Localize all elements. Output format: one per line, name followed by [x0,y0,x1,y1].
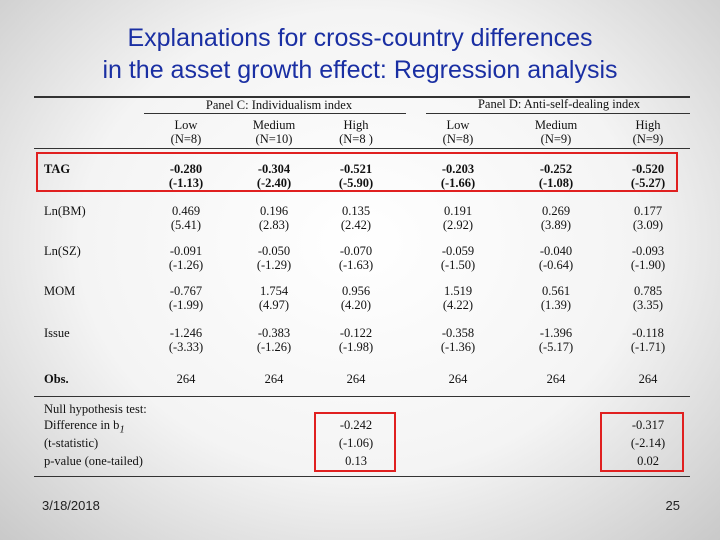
coefficient-cell: 0.956 [341,284,371,298]
row-label: Ln(BM) [44,204,86,218]
regression-table [34,96,690,482]
coefficient-cell: -0.070 [339,244,373,258]
coefficient-cell: -0.252 [539,162,573,176]
t-statistic-cell: (-1.29) [256,258,292,272]
column-header-n: (N=9) [632,132,664,146]
table-bottom-rule [34,476,690,477]
t-statistic-cell: (-1.08) [538,176,574,190]
obs-cell: 264 [448,372,468,386]
coefficient-cell: -0.059 [441,244,475,258]
coefficient-cell: -0.118 [632,326,664,340]
t-statistic-cell: (-1.50) [440,258,476,272]
coefficient-cell: -0.050 [257,244,291,258]
pval-label: p-value (one-tailed) [44,454,143,468]
coefficient-cell: 0.135 [341,204,371,218]
coefficient-cell: -0.203 [441,162,475,176]
title-line-2: in the asset growth effect: Regression analysis [102,56,618,84]
t-statistic-cell: (-5.17) [538,340,574,354]
coefficient-cell: -0.091 [169,244,203,258]
column-header-n: (N=10) [255,132,293,146]
t-statistic-cell: (5.41) [170,218,202,232]
column-header-label: Low [446,118,470,132]
panel-c-rule [144,113,406,114]
t-statistic-cell: (-1.63) [338,258,374,272]
diff-label [44,418,125,436]
column-header-label: High [635,118,661,132]
title-line-1: Explanations for cross-country differences [127,24,593,52]
diff-label-text: Difference in b [44,418,120,432]
obs-label: Obs. [44,372,69,386]
coefficient-cell: -0.093 [631,244,665,258]
footer-date: 3/18/2018 [42,498,100,513]
tag-row-highlight [36,152,678,192]
panel-d-title: Panel D: Anti-self-dealing index [477,97,641,111]
coefficient-cell: -1.396 [539,326,573,340]
diff-label-sub: 1 [119,424,125,436]
panel-d-rule [426,113,690,114]
panel-c-test-highlight [314,412,396,472]
coefficient-cell: -0.767 [169,284,203,298]
coefficient-cell: 1.754 [259,284,289,298]
t-statistic-cell: (-1.98) [338,340,374,354]
slide-title [0,22,720,86]
column-header-label: High [343,118,369,132]
t-statistic-cell: (2.92) [442,218,474,232]
coefficient-cell: -0.520 [631,162,665,176]
panel-d-diff: -0.317 [631,418,665,432]
t-statistic-cell: (1.39) [540,298,572,312]
t-statistic-cell: (-1.13) [168,176,204,190]
column-header-n: (N=8 ) [339,132,373,146]
row-label: MOM [44,284,76,298]
t-statistic-cell: (4.97) [258,298,290,312]
header-rule [34,148,690,149]
t-statistic-cell: (-5.90) [338,176,374,190]
coefficient-cell: 1.519 [443,284,473,298]
coefficient-cell: -0.521 [339,162,373,176]
panel-d-tstat: (-2.14) [630,436,666,450]
obs-rule [34,396,690,397]
t-statistic-cell: (-1.90) [630,258,666,272]
coefficient-cell: -0.040 [539,244,573,258]
panel-c-pval: 0.13 [345,454,367,468]
coefficient-cell: 0.177 [633,204,663,218]
t-statistic-cell: (-1.26) [168,258,204,272]
panel-d-pval: 0.02 [637,454,659,468]
obs-cell: 264 [546,372,566,386]
t-statistic-cell: (-3.33) [168,340,204,354]
column-header-n: (N=8) [442,132,474,146]
t-statistic-cell: (-1.99) [168,298,204,312]
panel-c-title: Panel C: Individualism index [205,98,353,112]
column-header-label: Medium [534,118,578,132]
coefficient-cell: 0.561 [541,284,571,298]
obs-cell: 264 [638,372,658,386]
obs-cell: 264 [264,372,284,386]
t-statistic-cell: (-0.64) [538,258,574,272]
column-header-label: Medium [252,118,296,132]
row-label: Issue [44,326,70,340]
t-statistic-cell: (-1.36) [440,340,476,354]
t-statistic-cell: (-1.26) [256,340,292,354]
coefficient-cell: 0.191 [443,204,473,218]
coefficient-cell: -0.383 [257,326,291,340]
panel-c-tstat: (-1.06) [338,436,374,450]
panel-d-test-highlight [600,412,684,472]
coefficient-cell: -0.122 [339,326,373,340]
t-statistic-cell: (-5.27) [630,176,666,190]
t-statistic-cell: (-2.40) [256,176,292,190]
t-statistic-cell: (3.09) [632,218,664,232]
column-header-label: Low [174,118,198,132]
t-statistic-cell: (2.42) [340,218,372,232]
t-statistic-cell: (3.35) [632,298,664,312]
t-statistic-cell: (-1.71) [630,340,666,354]
obs-cell: 264 [176,372,196,386]
t-statistic-cell: (4.22) [442,298,474,312]
coefficient-cell: 0.269 [541,204,571,218]
t-statistic-cell: (-1.66) [440,176,476,190]
coefficient-cell: -1.246 [169,326,203,340]
coefficient-cell: -0.358 [441,326,475,340]
footer-page-number: 25 [665,498,680,513]
column-header-n: (N=8) [170,132,202,146]
obs-cell: 264 [346,372,366,386]
tstat-label: (t-statistic) [44,436,99,450]
coefficient-cell: 0.196 [259,204,289,218]
coefficient-cell: 0.469 [171,204,201,218]
row-label: TAG [44,162,71,176]
t-statistic-cell: (3.89) [540,218,572,232]
column-header-n: (N=9) [540,132,572,146]
coefficient-cell: -0.280 [169,162,203,176]
t-statistic-cell: (4.20) [340,298,372,312]
row-label: Ln(SZ) [44,244,81,258]
t-statistic-cell: (2.83) [258,218,290,232]
coefficient-cell: 0.785 [633,284,663,298]
panel-c-diff: -0.242 [339,418,373,432]
null-test-heading: Null hypothesis test: [44,402,147,416]
coefficient-cell: -0.304 [257,162,291,176]
